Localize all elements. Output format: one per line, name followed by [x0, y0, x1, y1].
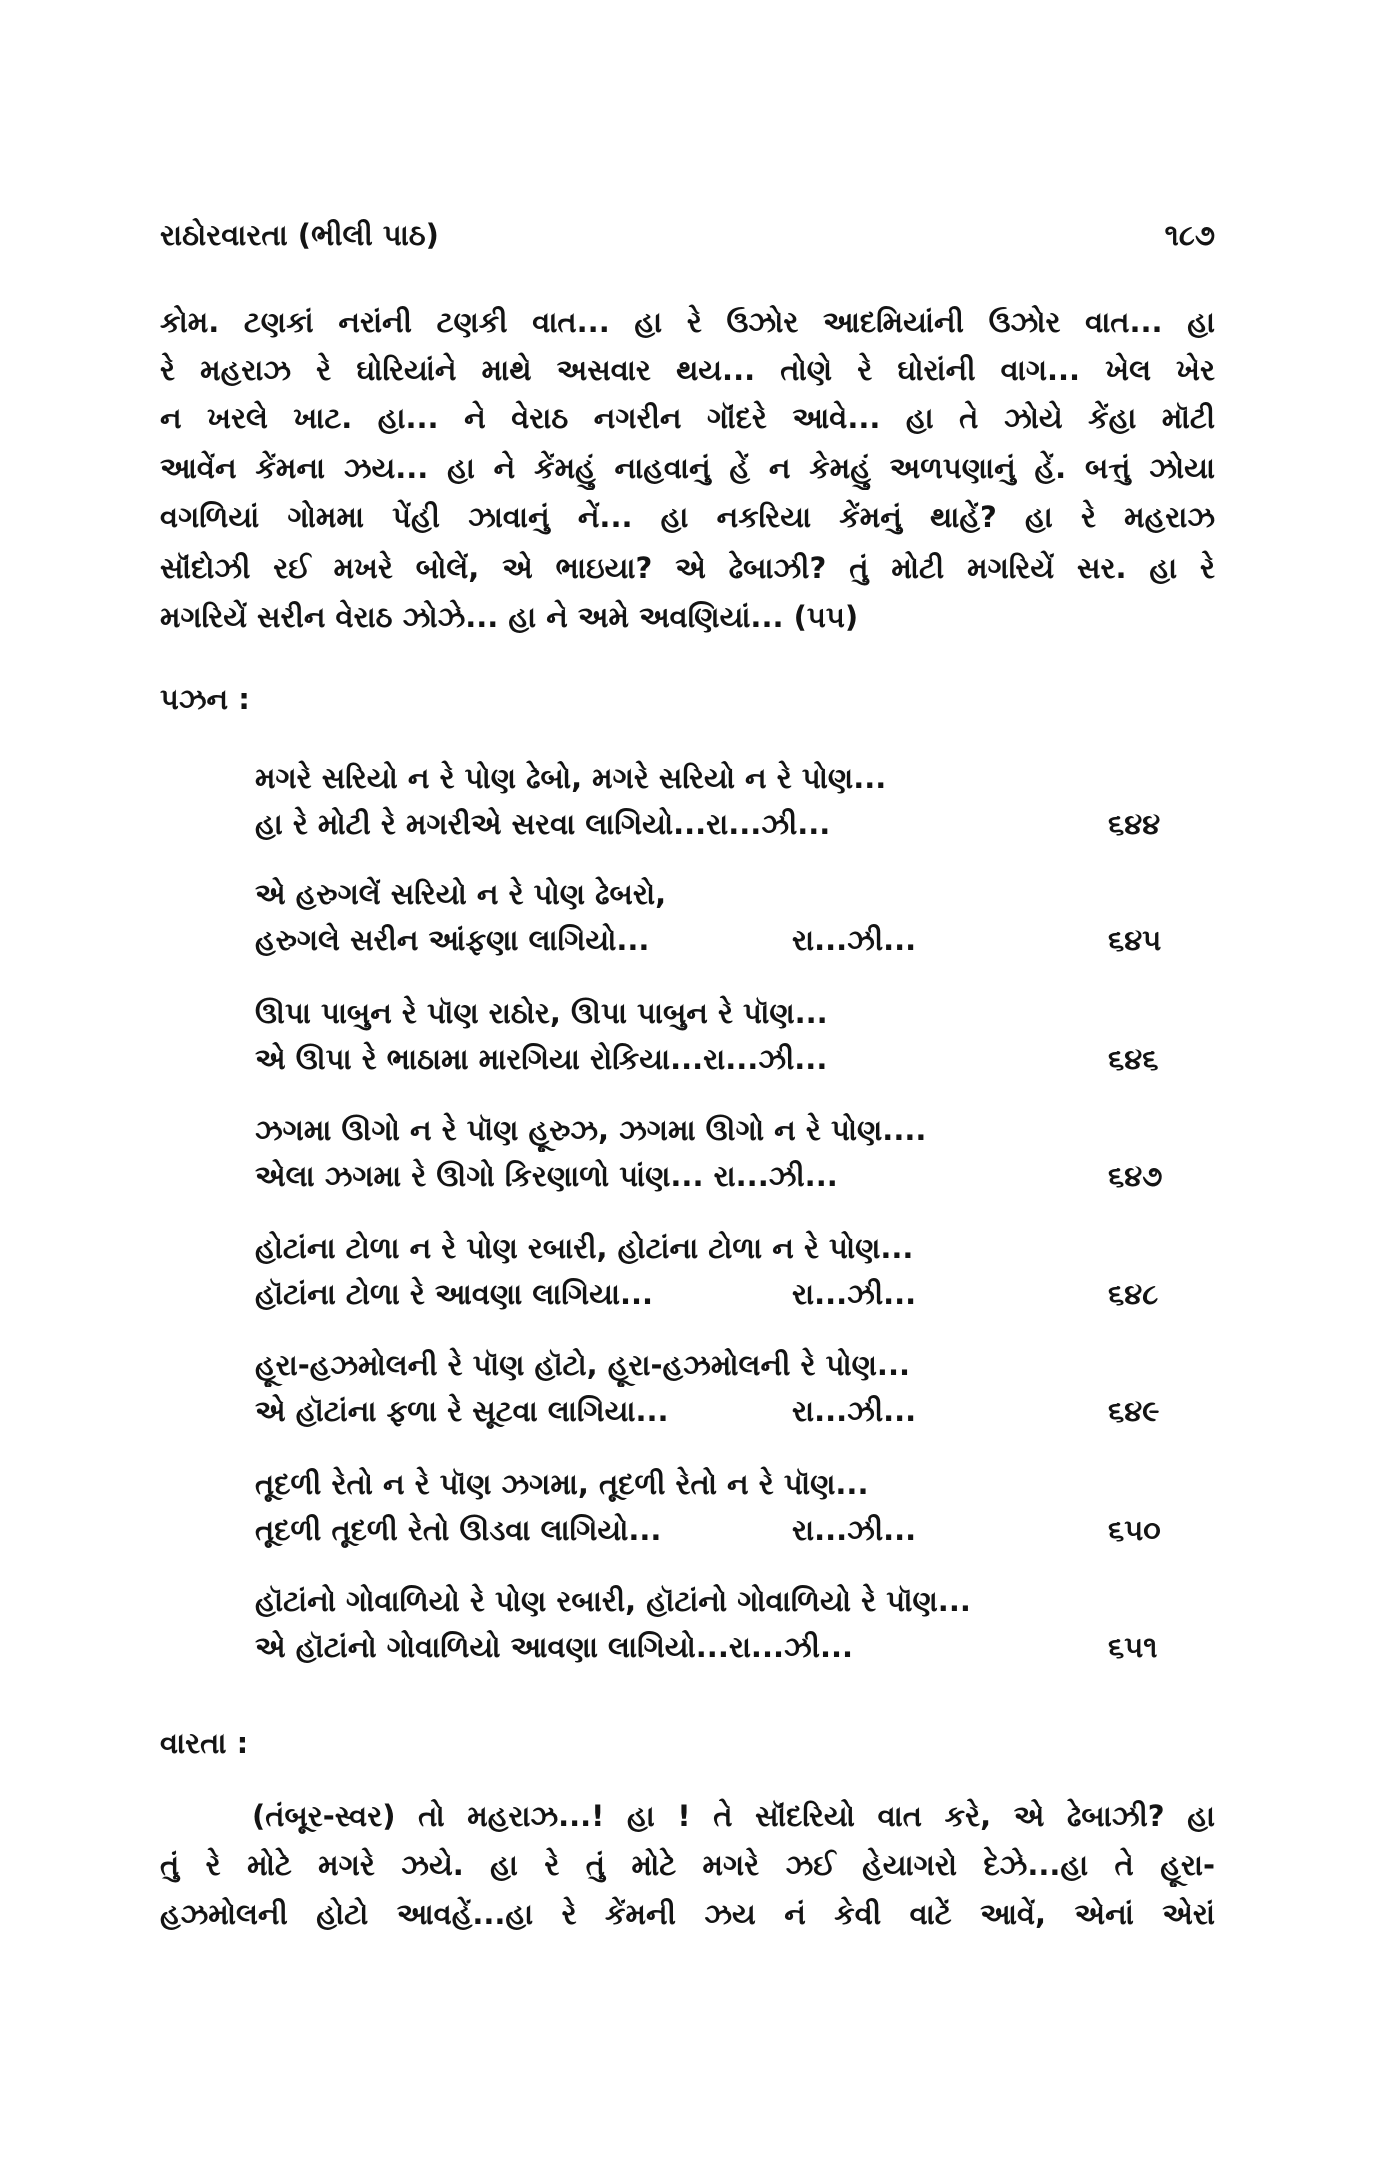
stanza: [0, 756, 1398, 852]
verse-line: હા રે મોટી રે મગરીએ સરવા લાગિયો...રા...ઝી...: [255, 807, 831, 841]
paragraph-line: મગરિયેં સરીન વેરાઠ ઝોઝે... હા ને અમે અવણિયાં... (૫૫): [160, 600, 859, 634]
paragraph-line: (તંબૂર-સ્વર) તો મહરાઝ...! હા ! તે સૉંદરિયો વાત કરે, એ ઢેબાઝી? હા: [252, 1799, 1215, 1833]
section-heading-bhajan: પઝન :: [160, 682, 250, 716]
paragraph-line: ન ખરલે ખાટ. હા... ને વેરાઠ નગરીન ગૉંદરે આવે... હા તે ઝોયે કેંહા મૉટી: [160, 401, 1215, 435]
paragraph-line: આવેંન કેંમના ઝય... હા ને કેંમહું નાહવાનું હેં ન કેમહું અળપણાનું હેં. બત્તું ઝોયા: [160, 451, 1215, 485]
stanza: [0, 1343, 1398, 1439]
stanza: [0, 1226, 1398, 1322]
verse-line: મગરે સરિયો ન રે પોણ ઢેબો, મગરે સરિયો ન રે પોણ...: [255, 761, 887, 795]
verse-line: તૂદળી રેતો ન રે પૉણ ઝગમા, તૂદળી રેતો ન રે પૉણ...: [255, 1467, 869, 1501]
refrain: રા...ઝી...: [792, 1277, 917, 1311]
refrain: રા...ઝી...: [792, 1394, 917, 1428]
stanza: [0, 1579, 1398, 1675]
stanza: [0, 1462, 1398, 1558]
verse-line: હૉટાંના ટોળા રે આવણા લાગિયા...: [255, 1277, 654, 1311]
verse-line: ઊપા પાબુન રે પૉણ રાઠોર, ઊપા પાબુન રે પૉણ...: [255, 996, 828, 1030]
verse-number: ૬૪૪: [1108, 807, 1161, 841]
verse-line: તૂદળી તૂદળી રેતો ઊડવા લાગિયો...: [255, 1513, 662, 1547]
running-header-title: રાઠોરવારતા (ભીલી પાઠ): [160, 218, 439, 252]
verse-number: ૬૫૧: [1108, 1630, 1158, 1664]
verse-number: ૬૪૯: [1108, 1394, 1160, 1428]
stanza: [0, 872, 1398, 968]
refrain: રા...ઝી...: [792, 923, 917, 957]
verse-number: ૬૪૭: [1108, 1159, 1163, 1193]
verse-number: ૬૪૬: [1108, 1042, 1159, 1076]
verse-line: હૉટાંનો ગોવાળિયો રે પોણ રબારી, હૉટાંનો ગોવાળિયો રે પૉણ...: [255, 1584, 971, 1618]
paragraph-line: વગળિયાં ગોમમા પેંહી ઝાવાનું નેં... હા નકરિયા કેંમનું થાહેં? હા રે મહરાઝ: [160, 500, 1215, 534]
paragraph-line: કોમ. ટણકાં નરાંની ટણકી વાત... હા રે ઉઝોર આદમિયાંની ઉઝોર વાત... હા: [160, 305, 1215, 339]
verse-line: એલા ઝગમા રે ઊગો કિરણાળો પાંણ... રા...ઝી...: [255, 1159, 838, 1193]
verse-line: હૂરા-હઝમોલની રે પૉણ હૉટો, હૂરા-હઝમોલની રે પોણ...: [255, 1348, 910, 1382]
verse-number: ૬૪૫: [1108, 923, 1162, 957]
refrain: રા...ઝી...: [792, 1513, 917, 1547]
paragraph-line: હઝમોલની હોટો આવહેં...હા રે કેંમની ઝય નં કેવી વાટેં આવેં, એનાં એરાં: [160, 1897, 1215, 1931]
verse-line: હોટાંના ટોળા ન રે પોણ રબારી, હોટાંના ટોળા ન રે પોણ...: [255, 1231, 914, 1265]
verse-number: ૬૪૮: [1108, 1277, 1159, 1311]
page-number: ૧૮૭: [1164, 218, 1215, 252]
paragraph-line: રે મહરાઝ રે ઘોરિયાંને માથે અસવાર થય... તોણે રે ઘોરાંની વાગ... ખેલ ખેર: [160, 353, 1215, 387]
verse-line: ઝગમા ઊગો ન રે પૉણ હૂરુઝ, ઝગમા ઊગો ન રે પોણ....: [255, 1113, 927, 1147]
verse-line: હરુગલે સરીન આંફણા લાગિયો...: [255, 923, 650, 957]
verse-line: એ હરુગલેં સરિયો ન રે પોણ ઢેબરો,: [255, 877, 667, 911]
stanza: [0, 991, 1398, 1087]
verse-number: ૬૫૦: [1108, 1513, 1161, 1547]
verse-line: એ ઊપા રે ભાઠામા મારગિયા રોકિયા...રા...ઝી...: [255, 1042, 828, 1076]
verse-line: એ હૉટાંના ફળા રે સૂટવા લાગિયા...: [255, 1394, 669, 1428]
verse-line: એ હૉટાંનો ગોવાળિયો આવણા લાગિયો...રા...ઝી...: [255, 1630, 853, 1664]
stanza: [0, 1108, 1398, 1204]
section-heading-varta: વારતા :: [160, 1726, 249, 1760]
paragraph-line: તું રે મોટે મગરે ઝયે. હા રે તું મોટે મગરે ઝઈ હેયાગરો દેઝે...હા તે હૂરા-: [160, 1848, 1215, 1882]
paragraph-line: સૉંદોઝી રઈ મખરે બોલેં, એ ભાઇયા? એ ઢેબાઝી? તું મોટી મગરિયેં સર. હા રે: [160, 551, 1215, 585]
